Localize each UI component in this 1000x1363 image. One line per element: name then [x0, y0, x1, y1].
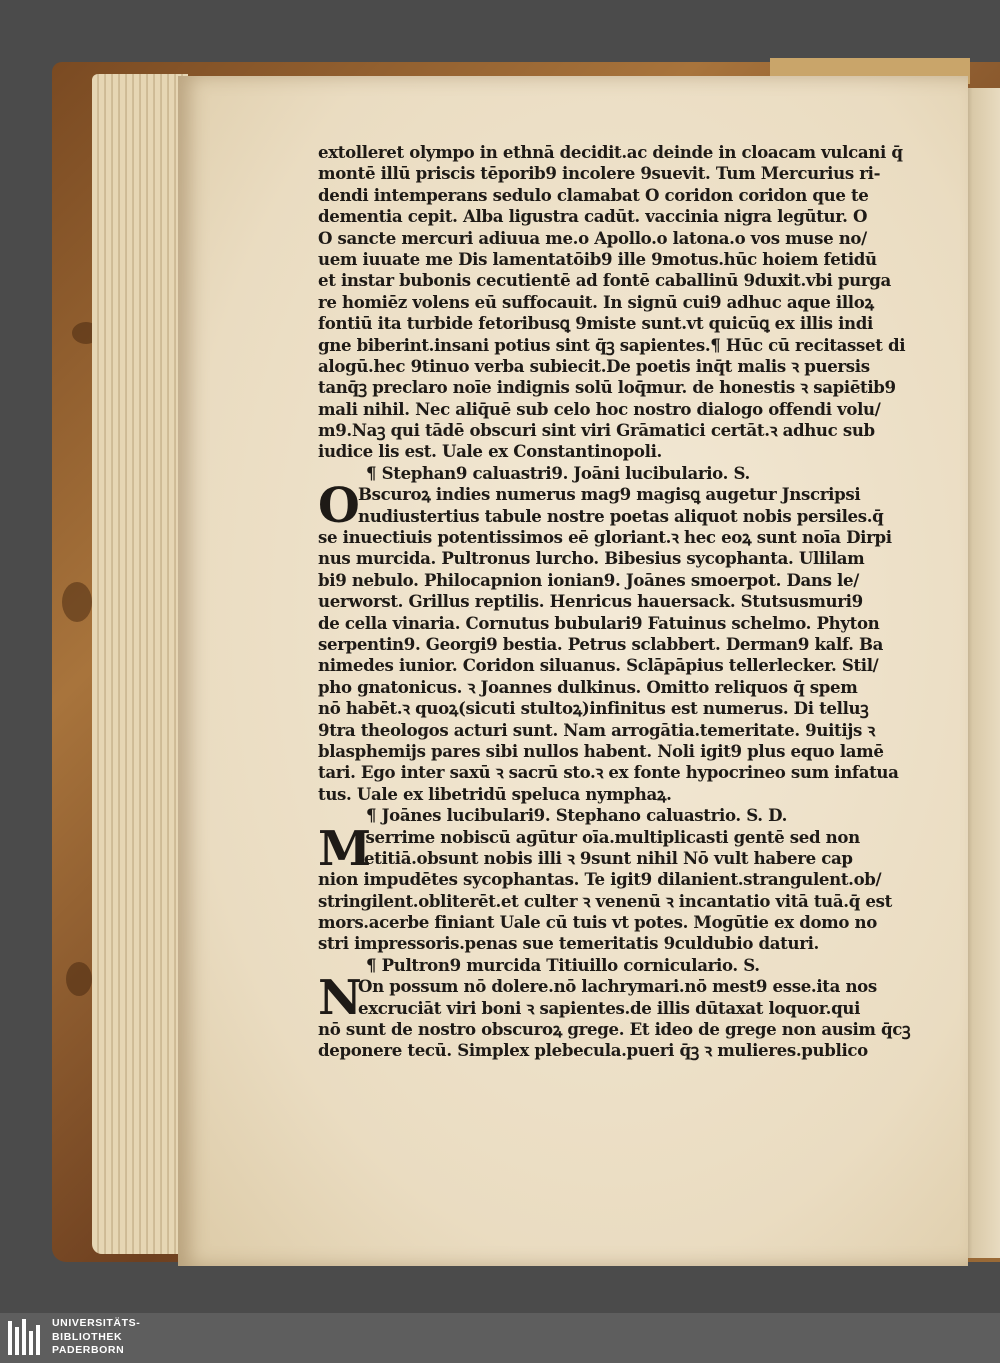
letter-heading: ¶ Pultron9 murcida Titiuillo corniculario. S. [366, 954, 760, 975]
text-line: mors.acerbe finiant Uale cū tuis vt potes. Mogūtie ex domo no [318, 912, 877, 933]
text-line: serpentin9. Georgi9 bestia. Petrus sclabbert. Derman9 kalf. Ba [318, 633, 884, 654]
text-line: iudice lis est. Uale ex Constantinopoli. [318, 441, 662, 462]
text-line: re homiēz volens eū suffocauit. In signū cui9 adhuc aque illoꝝ [318, 291, 874, 312]
text-line: nō habēt.ꝛ quoꝝ(sicuti stultoꝝ)infinitus est numerus. Di telluꝫ [318, 698, 869, 719]
text-line: fontiū ita turbide fetoribusꝗ 9miste sunt.vt quicūꝗ ex illis indi [318, 313, 873, 334]
text-line: gne biberint.insani potius sint q̄ꝫ sapientes.¶ Hūc cū recitasset di [318, 334, 906, 355]
text-line: tari. Ego inter saxū ꝛ sacrū sto.ꝛ ex fonte hypocrineo sum infatua [318, 762, 899, 783]
text-line: et instar bubonis cecutientē ad fontē caballinū 9duxit.vbi purga [318, 270, 891, 291]
text-line: Jserrime nobiscū agūtur oīa.multiplicasti gentē sed non [358, 826, 860, 847]
text-line: uerworst. Grillus reptilis. Henricus hauersack. Stutsusmuri9 [318, 591, 863, 612]
cover-stain [66, 962, 92, 996]
text-line: nus murcida. Pultronus lurcho. Bibesius sycophanta. Ullilam [318, 548, 865, 569]
text-line: dementia cepit. Alba ligustra cadūt. vaccinia nigra legūtur. O [318, 206, 868, 227]
text-line: On possum nō dolere.nō lachrymari.nō mest9 esse.ita nos [358, 976, 877, 997]
text-line: tanq̄ꝫ preclaro noīe indignis solū loq̄mur. de honestis ꝛ sapiētib9 [318, 377, 896, 398]
text-line: m9.Naꝫ qui tādē obscuri sint viri Grāmatici certāt.ꝛ adhuc sub [318, 420, 875, 441]
library-logo-icon [6, 1317, 42, 1359]
logo-line: PADERBORN [52, 1344, 125, 1356]
text-line: uem iuuate me Dis lamentatōib9 ille 9motus.hūc hoiem fetidū [318, 248, 877, 269]
library-logo-text [52, 1317, 140, 1358]
drop-initial: M [318, 820, 372, 877]
text-line: nō sunt de nostro obscuroꝝ grege. Et ideo de grege non ausim q̄cꝫ [318, 1019, 911, 1040]
paragraph-with-initial [318, 820, 874, 877]
text-line: stri impressoris.penas sue temeritatis 9culdubio daturi. [318, 933, 819, 954]
drop-initial: O [318, 478, 360, 535]
text-line: de cella vinaria. Cornutus bubulari9 Fatuinus schelmo. Phyton [318, 612, 880, 633]
text-line: tus. Uale ex libetridū speluca nymphaꝝ. [318, 783, 672, 804]
letter-heading: ¶ Joānes lucibulari9. Stephano caluastrio. S. D. [366, 805, 788, 826]
text-line: nion impudētes sycophantas. Te igit9 dilanient.strangulent.ob/ [318, 869, 882, 890]
text-line: blasphemijs pares sibi nullos habent. Noli igit9 plus equo lamē [318, 740, 884, 761]
logo-line: UNIVERSITÄTS- [52, 1317, 141, 1329]
text-line: extolleret olympo in ethnā decidit.ac deinde in cloacam vulcani q̄ [318, 142, 903, 162]
page-edges [92, 74, 188, 1254]
text-line: O sancte mercuri adiuua me.o Apollo.o latona.o vos muse no/ [318, 227, 867, 248]
text-line: excruciāt viri boni ꝛ sapientes.de illis dūtaxat loquor.qui [358, 997, 861, 1018]
text-line: stringilent.obliterēt.et culter ꝛ venenū ꝛ incantatio vitā tuā.q̄ est [318, 890, 892, 911]
text-line: 9tra theologos acturi sunt. Nam arrogātia.temeritate. 9uitijs ꝛ [318, 719, 875, 740]
paragraph-with-initial [318, 478, 892, 548]
page-text [318, 142, 911, 1062]
footer-bar [0, 1313, 1000, 1363]
cover-stain [62, 582, 92, 622]
text-line: alogū.hec 9tinuo verba subiecit.De poetis inq̄t malis ꝛ puersis [318, 355, 870, 376]
text-line: se inuectiuis potentissimos eē gloriant.ꝛ hec eoꝝ sunt noīa Dirpi [318, 527, 892, 548]
text-line: letitiā.obsunt nobis illi ꝛ 9sunt nihil Nō vult habere cap [358, 847, 853, 868]
text-line: deponere tecū. Simplex plebecula.pueri q̄ꝫ ꝛ mulieres.publico [318, 1040, 868, 1061]
text-line: bi9 nebulo. Philocapnion ionian9. Joānes smoerpot. Dans le/ [318, 569, 859, 590]
paragraph-with-initial [318, 970, 877, 1027]
text-line: Bscuroꝝ indies numerus mag9 magisꝗ augetur Jnscripsi [358, 484, 861, 505]
text-line: dendi intemperans sedulo clamabat O coridon coridon que te [318, 184, 869, 205]
text-line: mali nihil. Nec aliq̄uē sub celo hoc nostro dialogo offendi volu/ [318, 398, 881, 419]
logo-line: BIBLIOTHEK [52, 1330, 123, 1343]
letter-heading: ¶ Stephan9 caluastri9. Joāni lucibulario. S. [366, 462, 750, 483]
text-line: nimedes iunior. Coridon siluanus. Sclāpāpius tellerlecker. Stil/ [318, 655, 879, 676]
text-line: nudiustertius tabule nostre poetas aliquot nobis persiles.q̄ [358, 505, 884, 526]
text-line: pho gnatonicus. ꝛ Joannes dulkinus. Omitto reliquos q̄ spem [318, 676, 858, 697]
text-line: montē illū priscis tēporib9 incolere 9suevit. Tum Mercurius ri- [318, 163, 881, 184]
drop-initial: N [318, 970, 362, 1027]
